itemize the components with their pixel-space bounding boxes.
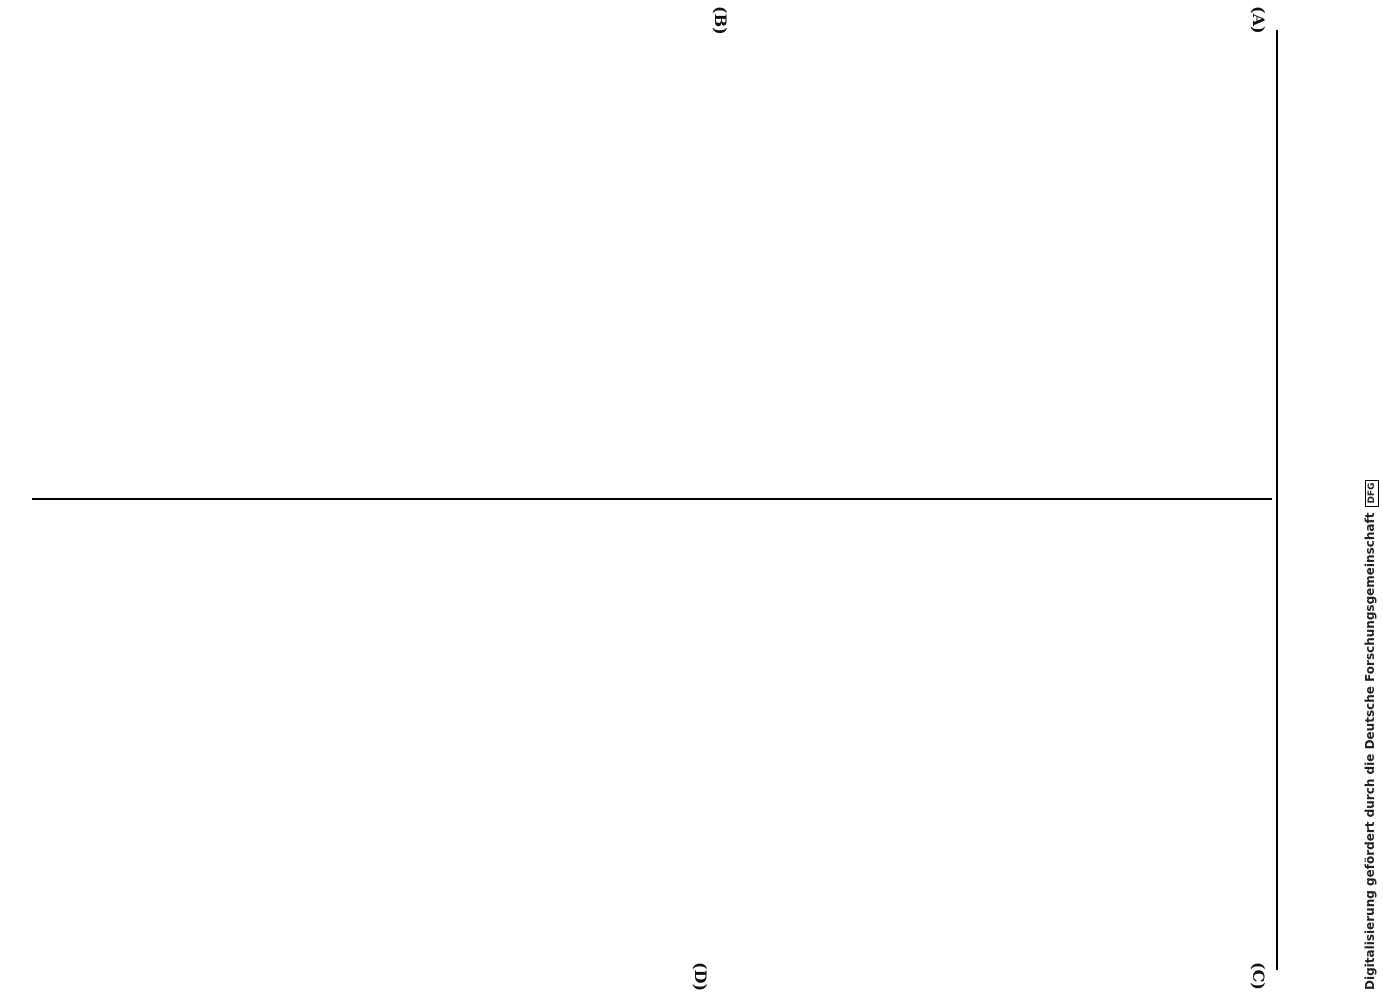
margin-mark-b: (B)	[711, 6, 730, 35]
funding-note: Digitalisierung gefördert durch die Deutsche Forschungsgemeinschaft	[1363, 512, 1377, 990]
margin-mark-a: (A)	[1249, 6, 1268, 34]
margin-mark-d: (D)	[691, 962, 710, 992]
header-rule	[1276, 30, 1278, 970]
dfg-logo: DFG	[1365, 480, 1379, 507]
right-column	[26, 522, 1266, 972]
left-column	[26, 30, 1266, 480]
margin-mark-c: (C)	[1249, 962, 1268, 990]
side-note	[1358, 0, 1383, 1000]
side-note-text	[1358, 0, 1383, 1000]
column-divider	[32, 498, 1272, 500]
running-header	[1284, 30, 1312, 970]
